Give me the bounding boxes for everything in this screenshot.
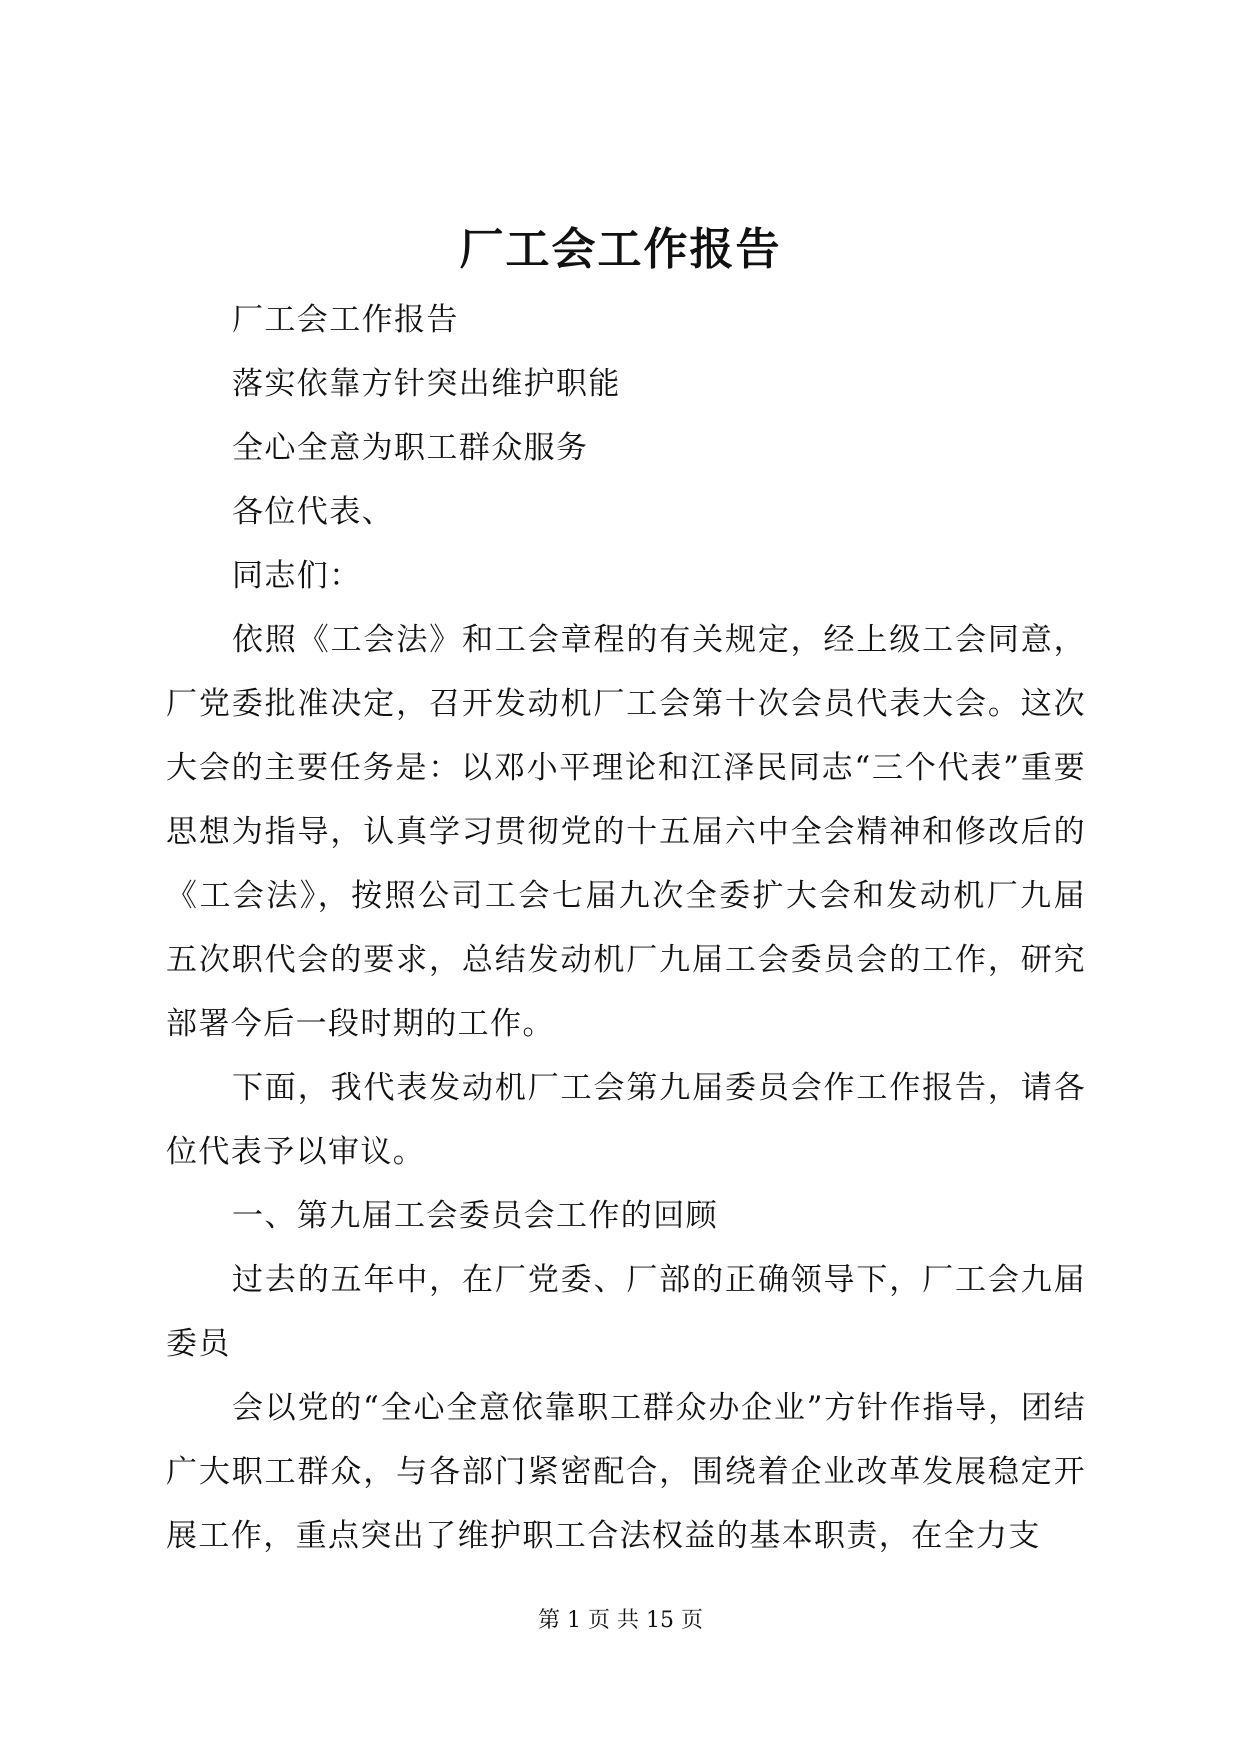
paragraph-theme-line-2: 全心全意为职工群众服务 [232, 430, 589, 466]
paragraph-review-1: 过去的五年中，在厂党委、厂部的正确领导下，厂工会九届委员 [166, 1262, 1086, 1362]
page-number-footer: 第 1 页 共 15 页 [538, 1608, 703, 1633]
paragraph-theme-line-1: 落实依靠方针突出维护职能 [232, 366, 621, 402]
document-title: 厂工会工作报告 [459, 224, 782, 275]
document-body [166, 288, 1086, 1568]
paragraph-intro: 依照《工会法》和工会章程的有关规定，经上级工会同意，厂党委批准决定，召开发动机厂工会第十次会员代表大会。这次大会的主要任务是：以邓小平理论和江泽民同志“三个代表”重要思想为指导，认真学习贯彻党的十五届六中全会精神和修改后的《工会法》，按照公司工会七届九次全委扩大会和发动机厂九届五次职代会的要求，总结发动机厂九届工会委员会的工作，研究部署今后一段时期的工作。 [166, 622, 1086, 1042]
paragraph-subtitle: 厂工会工作报告 [232, 302, 459, 338]
paragraph-report-request: 下面，我代表发动机厂工会第九届委员会作工作报告，请各位代表予以审议。 [166, 1070, 1086, 1170]
section-heading-review: 一、第九届工会委员会工作的回顾 [232, 1198, 718, 1234]
paragraph-salutation-1: 各位代表、 [232, 494, 394, 530]
paragraph-review-2: 会以党的“全心全意依靠职工群众办企业”方针作指导，团结广大职工群众，与各部门紧密配合，围绕着企业改革发展稳定开展工作，重点突出了维护职工合法权益的基本职责，在全力支 [166, 1390, 1086, 1554]
paragraph-salutation-2: 同志们： [232, 558, 362, 594]
